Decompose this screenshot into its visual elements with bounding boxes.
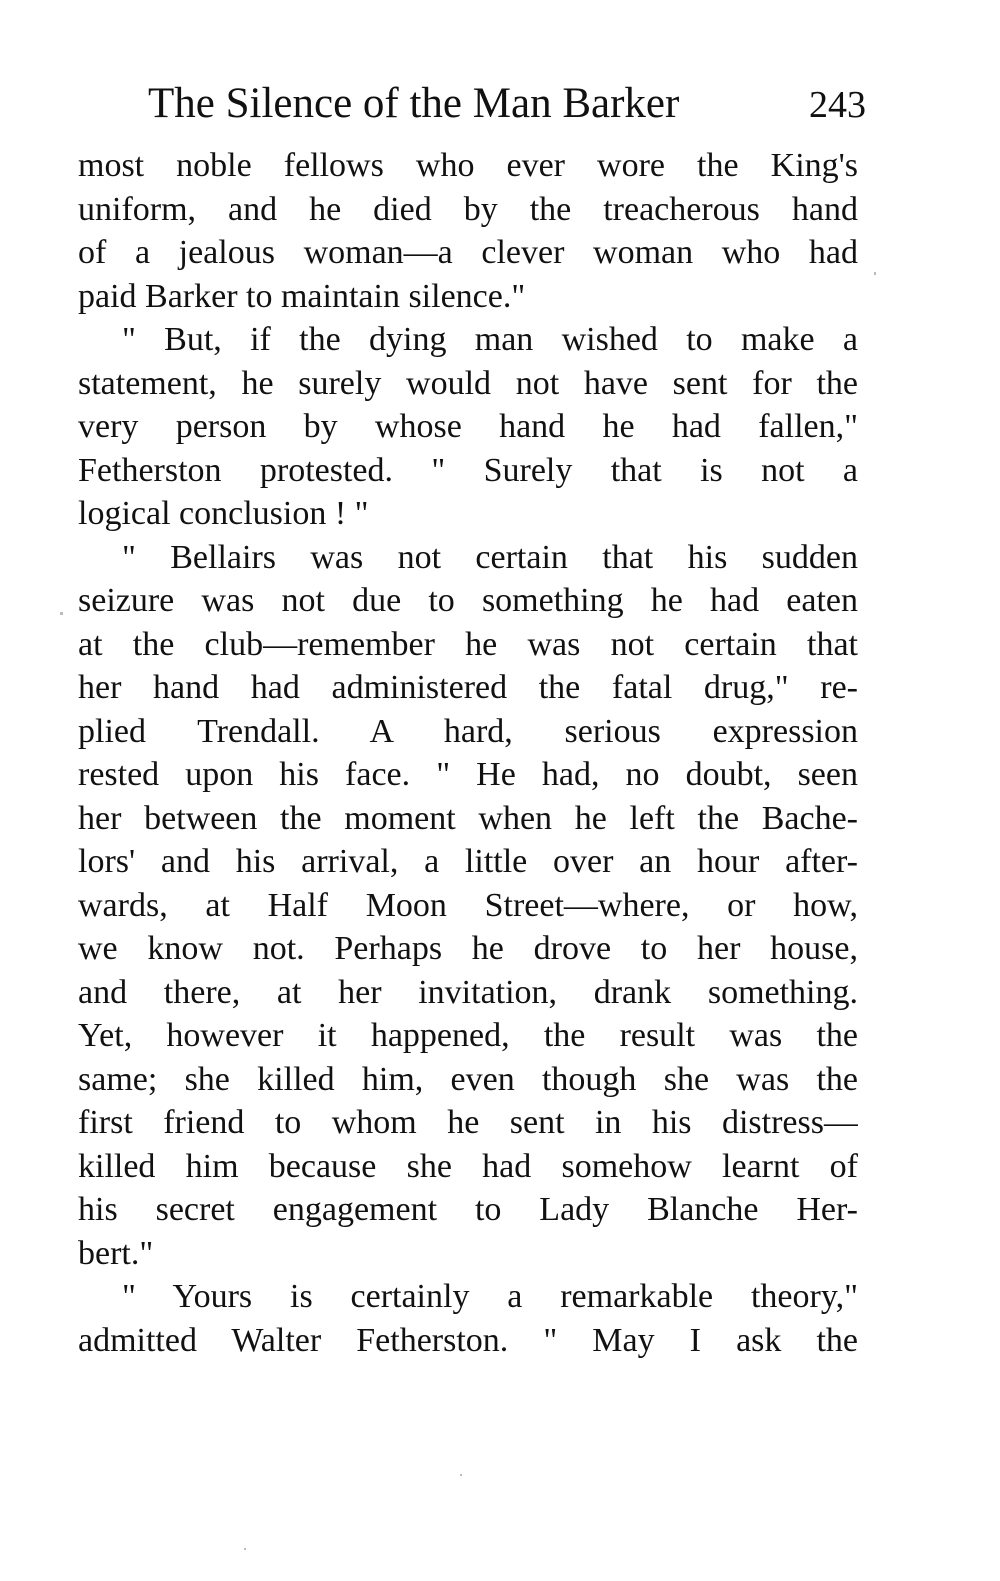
text-line: lors' and his arrival, a little over an hour after- xyxy=(78,843,858,880)
running-title: The Silence of the Man Barker xyxy=(148,80,680,127)
scan-speck xyxy=(244,1548,246,1550)
text-line: we know not. Perhaps he drove to her house, xyxy=(78,930,858,967)
text-line: statement, he surely would not have sent for the xyxy=(78,364,858,402)
text-line: bert." xyxy=(78,1234,154,1272)
paragraph-first-line: " Bellairs was not certain that his sudden xyxy=(122,538,858,576)
text-line: Fetherston protested. " Surely that is not a xyxy=(78,451,858,489)
text-line: of a jealous woman—a clever woman who had xyxy=(78,234,858,271)
text-line: uniform, and he died by the treacherous hand xyxy=(78,190,858,228)
text-line: killed him because she had somehow learnt of xyxy=(78,1147,858,1185)
text-line: first friend to whom he sent in his distress— xyxy=(78,1104,858,1141)
text-line: admitted Walter Fetherston. " May I ask the xyxy=(78,1321,858,1359)
text-line: seizure was not due to something he had eaten xyxy=(78,582,858,619)
text-line: at the club—remember he was not certain that xyxy=(78,625,858,663)
body-text xyxy=(78,144,858,1362)
scan-speck xyxy=(60,612,63,615)
text-line: wards, at Half Moon Street—where, or how, xyxy=(78,886,858,924)
text-line: logical conclusion ! " xyxy=(78,495,369,532)
scan-speck xyxy=(460,1474,462,1476)
text-line: very person by whose hand he had fallen," xyxy=(78,408,858,445)
text-line: rested upon his face. " He had, no doubt, seen xyxy=(78,756,858,793)
text-line: plied Trendall. A hard, serious expression xyxy=(78,712,858,750)
text-line: same; she killed him, even though she was the xyxy=(78,1060,858,1098)
text-line: her between the moment when he left the Bache- xyxy=(78,799,858,837)
text-line: Yet, however it happened, the result was the xyxy=(78,1017,858,1054)
running-head xyxy=(148,76,866,132)
paragraph-first-line: " But, if the dying man wished to make a xyxy=(122,321,858,358)
text-line: and there, at her invitation, drank something. xyxy=(78,973,858,1011)
text-line: his secret engagement to Lady Blanche Her- xyxy=(78,1191,858,1228)
text-line: her hand had administered the fatal drug," re- xyxy=(78,669,858,706)
page-number: 243 xyxy=(809,84,866,126)
text-line: most noble fellows who ever wore the King's xyxy=(78,147,858,184)
paragraph-first-line: " Yours is certainly a remarkable theory," xyxy=(122,1278,858,1315)
text-line: paid Barker to maintain silence." xyxy=(78,277,526,315)
scan-speck xyxy=(874,272,876,275)
